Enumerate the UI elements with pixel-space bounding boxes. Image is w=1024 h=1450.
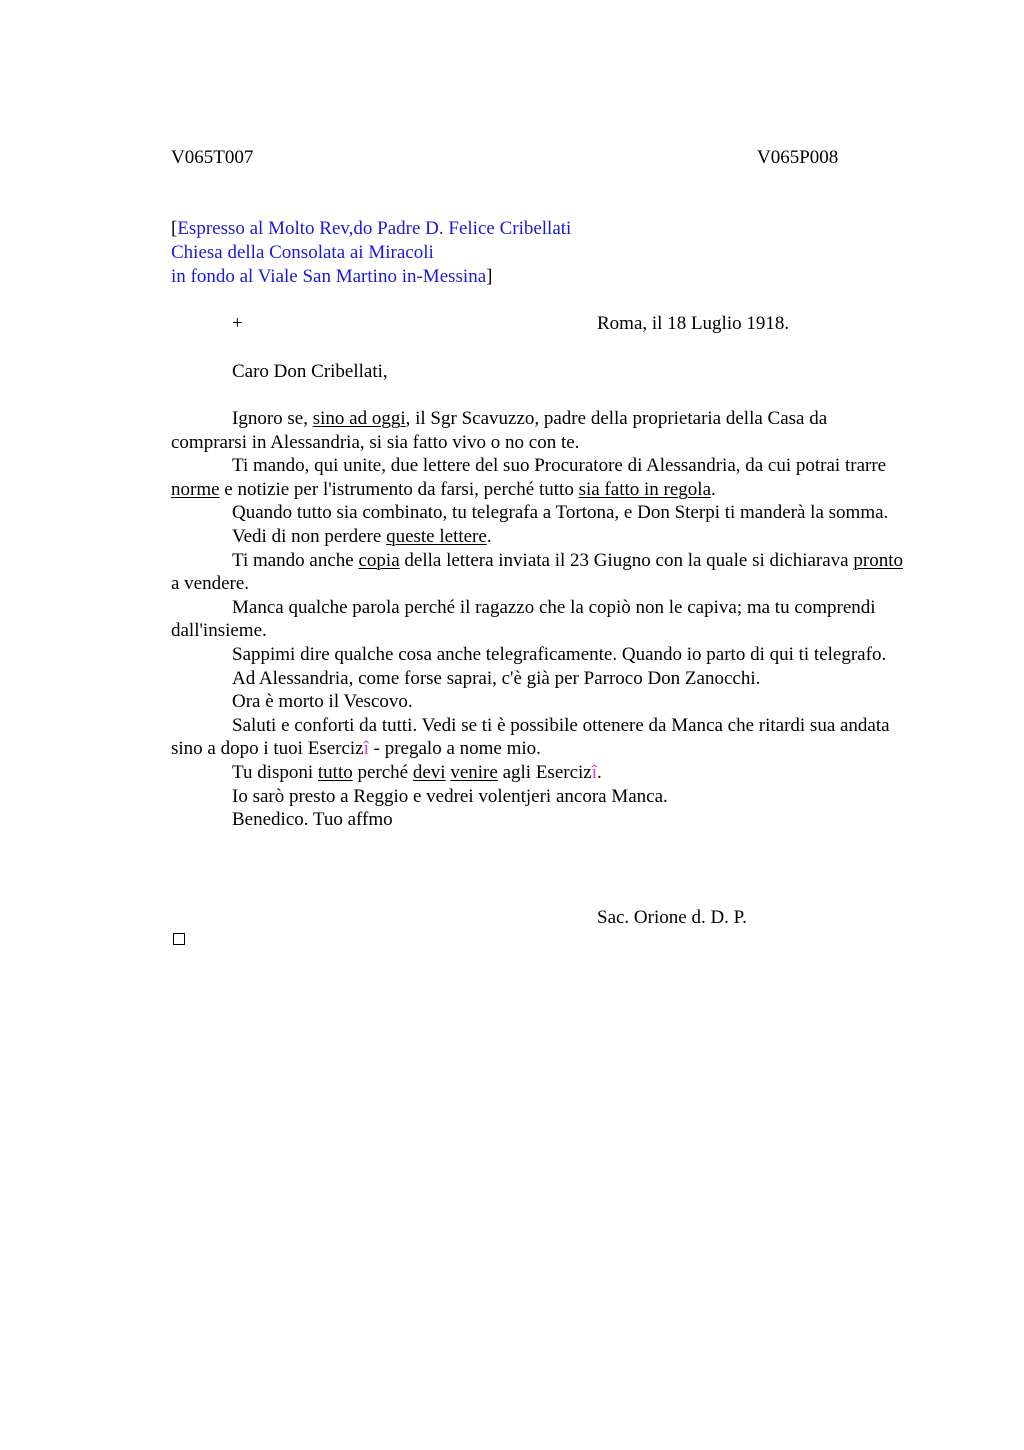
underlined-text: venire — [450, 761, 498, 783]
text-with-accent: Saluti e conforti da tutti. Vedi se ti è possibile ottenere da Manca che ritardi sua andata sino a dopo i tuoi Esercizî — [171, 714, 890, 760]
paragraph-5: Ti mando anche copia della lettera inviata il 23 Giugno con la quale si dichiarava pronto a vendere. — [171, 549, 903, 595]
paragraph-3: Quando tutto sia combinato, tu telegrafa a Tortona, e Don Sterpi ti manderà la somma. — [232, 502, 889, 524]
address-open-bracket: [ — [171, 218, 178, 239]
paragraph-8: Ad Alessandria, come forse saprai, c'è già per Parroco Don Zanocchi. — [232, 667, 761, 689]
address-line-3: in fondo al Viale San Martino in-Messina — [171, 266, 487, 287]
underlined-text: devi — [412, 761, 446, 783]
paragraph-7: Sappimi dire qualche cosa anche telegraficamente. Quando io parto di qui ti telegrafo. — [232, 643, 887, 665]
header-left-code: V065T007 — [171, 147, 254, 168]
underlined-text: norme — [171, 478, 220, 500]
letter-body — [171, 407, 906, 832]
paragraph-2: Ti mando, qui unite, due lettere del suo Procuratore di Alessandria, da cui potrai trarre norme e notizie per l'istrumento da farsi, perché tutto sia fatto in regola. — [171, 455, 887, 500]
underlined-text: sino ad oggi — [312, 408, 406, 429]
salutation: Caro Don Cribellati, — [232, 361, 388, 382]
underlined-text: queste lettere — [386, 525, 487, 547]
paragraph-10: Saluti e conforti da tutti. Vedi se ti è possibile ottenere da Manca che ritardi sua andata sino a dopo i tuoi Esercizî - pregalo a nome mio. — [171, 714, 890, 760]
paragraph-9: Ora è morto il Vescovo. — [232, 691, 413, 713]
cross-symbol: + — [232, 313, 243, 334]
paragraph-11: Tu disponi tutto perché devi venire agli Esercizî. — [232, 761, 602, 783]
place-date: Roma, il 18 Luglio 1918. — [597, 313, 790, 334]
address-line-1: Espresso al Molto Rev,do Padre D. Felice Cribellati — [177, 218, 572, 239]
underlined-text: pronto — [853, 549, 903, 571]
underlined-text: tutto — [317, 761, 353, 783]
checkbox-square-icon — [173, 933, 185, 945]
address-line-2: Chiesa della Consolata ai Miracoli — [171, 242, 434, 263]
underlined-text: copia — [358, 549, 400, 571]
text-with-accent: agli Esercizî — [497, 761, 598, 783]
signature: Sac. Orione d. D. P. — [597, 907, 747, 928]
accent-circumflex: î — [363, 738, 369, 760]
paragraph-13: Benedico. Tuo affmo — [232, 809, 393, 831]
accent-circumflex: î — [591, 761, 598, 783]
address-close-bracket: ] — [486, 266, 493, 287]
paragraph-12: Io sarò presto a Reggio e vedrei volentjeri ancora Manca. — [232, 785, 668, 807]
paragraph-4: Vedi di non perdere queste lettere. — [232, 525, 492, 547]
paragraph-6: Manca qualche parola perché il ragazzo che la copiò non le capiva; ma tu comprendi dall'insieme. — [171, 596, 876, 642]
underlined-text: sia fatto in regola — [578, 478, 712, 500]
header-right-code: V065P008 — [757, 147, 839, 168]
paragraph-1: Ignoro se, sino ad oggi, il Sgr Scavuzzo, padre della proprietaria della Casa da comprarsi in Alessandria, si sia fatto vivo o no con te. — [171, 408, 828, 453]
